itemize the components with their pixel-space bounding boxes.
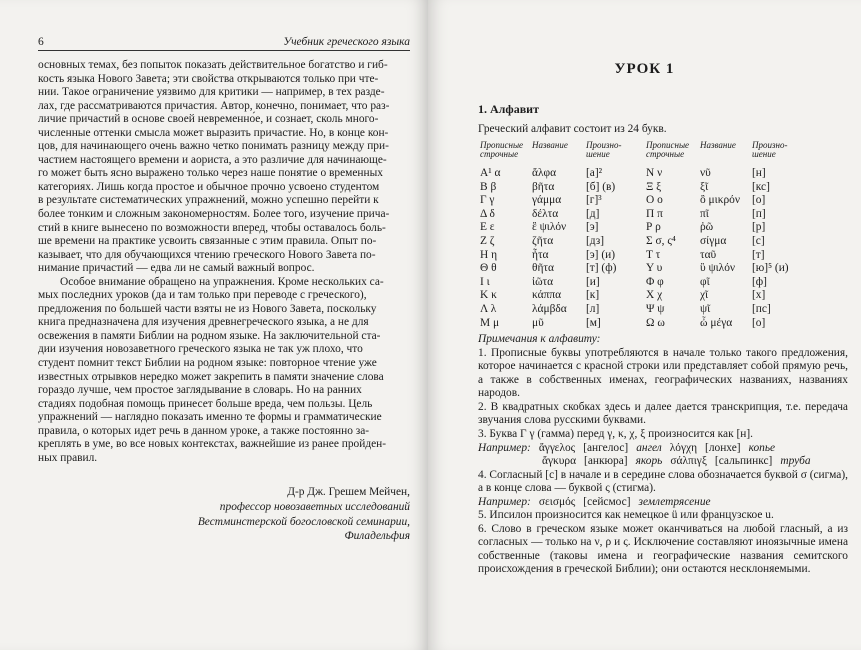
letter-name: ζῆτα: [532, 234, 554, 247]
alphabet-row: [480, 235, 806, 249]
text-line: известных отрывков нередко может закрепить в памяти значение слова: [38, 370, 384, 383]
text-line: стадиях подобная помощь принесет больше вреда, чем пользы. Цель: [38, 397, 373, 410]
example-word: ἄγγελος: [538, 441, 576, 454]
letter-case: Γ γ: [480, 194, 495, 207]
text-line: категориях. Лишь когда простое и обычное прочно усвоено студентом: [38, 180, 380, 193]
letter-case: Ψ ψ: [646, 302, 665, 315]
text-line: казывает, что для обучающихся чтению греческого Нового Завета по-: [38, 248, 376, 261]
letter-name: φῖ: [700, 275, 710, 288]
letter-pronunciation: [т] (ф): [586, 262, 617, 275]
text-line: частием настоящего времени и аориста, а это различие для начинающе-: [38, 153, 387, 166]
note-3: 3. Буква Γ γ (гамма) перед γ, κ, χ, ξ произносится как [н].: [478, 427, 754, 440]
paragraph-1: [38, 59, 410, 276]
note-5: 5. Ипсилон произносится как немецкое ü или французское u.: [478, 509, 774, 522]
letter-case: Α¹ α: [480, 167, 501, 179]
notes-heading: Примечания к алфавиту:: [478, 333, 601, 346]
right-page: [428, 0, 861, 650]
header-case-2: Прописные строчные: [646, 140, 690, 159]
letter-name: ἄλφα: [532, 167, 557, 179]
example-translation: труба: [780, 455, 811, 468]
letter-pronunciation: [о]: [752, 194, 766, 207]
example-word: ἄγκυρα: [542, 455, 577, 468]
letter-case: Ι ι: [480, 275, 490, 288]
letter-case: Λ λ: [480, 302, 497, 315]
letter-name: νῦ: [700, 167, 711, 179]
letter-pronunciation: [пс]: [752, 302, 771, 315]
alphabet-row: [480, 208, 806, 222]
note-6: 6. Слово в греческом языке может оканчиваться на любой гласный, а из согласных — только на ν, ρ и ς. Исключение составляют иноязычные имена собственные (таковы имена и географические названия семитского происхождения в греческой Библии); они остаются несклоняемыми.: [478, 522, 848, 576]
text-line: нии. Такое ограничение уязвимо для критики — например, в тех разде-: [38, 86, 385, 99]
header-pronunciation-2: Произно- шение: [752, 140, 788, 159]
letter-pronunciation: [г]³: [586, 194, 602, 207]
letter-name: ἰῶτα: [532, 275, 554, 288]
signature-name: Д-р Дж. Грешем Мейчен,: [287, 486, 410, 499]
text-line: ше времени на практике усвоить связанные с этим правила. Опыт по-: [38, 235, 377, 248]
text-line: студент помнит текст Библии на родном языке: повторное чтение уже: [38, 357, 377, 370]
text-line: го может быть ясно выражено только через наше понятие о временных: [38, 167, 383, 180]
example-transcription: [лонхе]: [705, 441, 741, 454]
signature: [38, 485, 410, 543]
letter-case: Π π: [646, 207, 663, 220]
letter-case: Τ τ: [646, 248, 661, 261]
letter-case: Χ χ: [646, 289, 663, 302]
letter-pronunciation: [р]: [752, 221, 766, 234]
section-title: 1. Алфавит: [478, 102, 539, 116]
letter-case: Υ υ: [646, 262, 663, 275]
letter-name: ὂ μικρόν: [700, 194, 740, 207]
letter-pronunciation: [д]: [586, 207, 600, 220]
letter-name: θῆτα: [532, 262, 554, 275]
text-line: в результате систематических упражнений, можно успешно перейти к: [38, 194, 379, 207]
alphabet-row: [480, 289, 806, 303]
text-line: личие причастий в основе своей невременно́е, и сознает, сколь много-: [38, 113, 379, 126]
header-pronunciation: Произно- шение: [586, 140, 622, 159]
letter-case: Θ θ: [480, 262, 497, 275]
letter-case: Ξ ξ: [646, 180, 662, 193]
note-4: 4. Согласный [с] в начале и в середине слова обозначается буквой σ (сигма), а в конце слова — буквой ς (стигма).: [478, 468, 848, 495]
signature-line-3: Филадельфия: [344, 530, 410, 543]
text-line: упражнений — наглядно показать именно те формы и грамматические: [38, 411, 382, 424]
letter-pronunciation: [п]: [752, 207, 766, 220]
alphabet-row: [480, 249, 806, 263]
letter-case: Ρ ρ: [646, 221, 661, 234]
letter-case: Ζ ζ: [480, 234, 495, 247]
letter-pronunciation: [кс]: [752, 180, 770, 193]
running-title: Учебник греческого языка: [283, 36, 410, 48]
signature-line-1: профессор новозаветных исследований: [219, 501, 410, 513]
letter-name: ξῖ: [700, 180, 709, 193]
alphabet-table-header: [480, 141, 806, 167]
letter-name: ῥῶ: [700, 221, 714, 234]
text-line: креплять в уме, во все новых контекстах, важнейшие из ранее пройден-: [38, 438, 387, 451]
letter-name: ὓ ψιλόν: [700, 262, 736, 275]
left-page: [0, 0, 428, 650]
letter-case: Μ μ: [480, 316, 500, 329]
text-line: мых последних уроков (да и там только при переводе с греческого),: [38, 289, 367, 302]
letter-pronunciation: [э]: [586, 221, 599, 234]
alphabet-table: [480, 141, 806, 330]
text-line: нимание причастий — едва ли не самый важный вопрос.: [38, 262, 315, 275]
letter-pronunciation: [н]: [752, 167, 766, 179]
letter-name: δέλτα: [532, 207, 559, 220]
letter-name: πῖ: [700, 207, 709, 220]
header-name-2: Название: [700, 140, 736, 150]
letter-name: βῆτα: [532, 180, 555, 193]
letter-pronunciation: [м]: [586, 316, 601, 329]
letter-pronunciation: [о]: [752, 316, 766, 329]
text-line: Особое внимание обращено на упражнения. Кроме нескольких са-: [60, 275, 384, 288]
text-line: освежения в памяти Библии на родном языке. На заключительной ста-: [38, 329, 381, 342]
example-translation: ангел: [636, 441, 662, 454]
example-label: Например:: [478, 441, 531, 454]
alphabet-row: [480, 181, 806, 195]
letter-pronunciation: [ф]: [752, 275, 767, 288]
header-case: Прописные строчные: [480, 140, 524, 159]
letter-name: ἒ ψιλόν: [532, 221, 567, 234]
alphabet-row: [480, 303, 806, 317]
letter-pronunciation: [ю]⁵ (и): [752, 262, 789, 275]
example-transcription: [сальпинкс]: [714, 455, 773, 468]
example-translation: землетрясение: [638, 495, 711, 508]
text-line: правила, о которых идет речь в данном уроке, а также постоянно за-: [38, 424, 370, 437]
letter-case: Φ φ: [646, 275, 664, 288]
signature-line-2: Вестминстерской богословской семинарии,: [197, 515, 410, 528]
letter-pronunciation: [дз]: [586, 234, 605, 247]
letter-case: Β β: [480, 180, 497, 193]
example-word: λόγχη: [669, 441, 698, 454]
letter-name: ὦ μέγα: [700, 316, 733, 329]
header-name: Название: [532, 140, 568, 150]
running-head: [38, 36, 410, 51]
letter-pronunciation: [а]²: [586, 167, 603, 179]
letter-pronunciation: [х]: [752, 289, 766, 302]
note-2: 2. В квадратных скобках здесь и далее дается транскрипция, т.е. передача звучания слова русскими буквами.: [478, 400, 848, 427]
example-word: σεισμός: [538, 495, 576, 508]
letter-case: Κ κ: [480, 289, 497, 302]
letter-name: λάμβδα: [532, 302, 567, 315]
text-line: стий в книге вынесено по возможности вперед, чтобы оставалось боль-: [38, 221, 386, 234]
letter-name: κάππα: [532, 289, 562, 302]
letter-case: Σ σ, ς⁴: [646, 234, 676, 247]
letter-pronunciation: [и]: [586, 275, 600, 288]
alphabet-notes: [478, 333, 848, 577]
letter-case: Η η: [480, 248, 498, 261]
text-line: более тонким и сложным закономерностям. Более того, изучение прича-: [38, 208, 390, 221]
text-line: основных темах, без попыток показать действительное богатство и гиб-: [38, 59, 388, 71]
alphabet-row: [480, 221, 806, 235]
example-row-2: [478, 455, 848, 469]
example-row-3: [478, 496, 848, 510]
letter-case: Ε ε: [480, 221, 495, 234]
example-row-1: [478, 442, 848, 456]
example-translation: якорь: [635, 455, 663, 468]
letter-case: Ν ν: [646, 167, 663, 179]
text-line: дии изучения новозаветного греческого языка не так уж плохо, что: [38, 343, 363, 356]
example-translation: копье: [748, 441, 776, 454]
letter-pronunciation: [л]: [586, 302, 600, 315]
letter-pronunciation: [к]: [586, 289, 600, 302]
text-line: предложения по большей части взяты не из Нового Завета, поскольку: [38, 302, 377, 315]
letter-case: Ο ο: [646, 194, 663, 207]
text-line: гораздо лучше, чем простое заглядывание в словарь. Но на ранних: [38, 384, 362, 397]
letter-name: γάμμα: [532, 194, 562, 207]
letter-case: Δ δ: [480, 207, 495, 220]
text-line: численные оттенки смысла может выразить причастие. Но, в конце кон-: [38, 126, 389, 139]
alphabet-row: [480, 262, 806, 276]
example-transcription: [сейсмос]: [583, 495, 631, 508]
letter-name: ταῦ: [700, 248, 717, 261]
intro-text: Греческий алфавит состоит из 24 букв.: [478, 123, 667, 135]
letter-name: χῖ: [700, 289, 709, 302]
letter-pronunciation: [б] (в): [586, 180, 616, 193]
alphabet-table-body: [480, 167, 806, 330]
alphabet-row: [480, 276, 806, 290]
letter-name: ἦτα: [532, 248, 549, 261]
example-transcription: [анкюра]: [584, 455, 628, 468]
note-1: 1. Прописные буквы употребляются в начале только такого предложения, которое начинается с красной строки или представляет собой прямую речь, а также в собственных именах, географических названиях, названиях народов.: [478, 346, 848, 400]
text-line: кость языка Нового Завета; эти свойства открываются только при чте-: [38, 72, 379, 85]
example-label: Например:: [478, 495, 531, 508]
text-line: ных правил.: [38, 451, 98, 464]
letter-pronunciation: [э] (и): [586, 248, 616, 261]
paragraph-2: [38, 276, 410, 466]
example-transcription: [ангелос]: [583, 441, 629, 454]
letter-name: ψῖ: [700, 302, 711, 315]
letter-pronunciation: [т]: [752, 248, 765, 261]
letter-pronunciation: [с]: [752, 234, 765, 247]
letter-name: σίγμα: [700, 234, 727, 247]
text-line: цов, для начинающего очень важно четко понимать разницу между при-: [38, 140, 389, 153]
example-word: σάλπιγξ: [670, 455, 707, 468]
alphabet-row: [480, 317, 806, 331]
letter-name: μῦ: [532, 316, 544, 329]
alphabet-row: [480, 194, 806, 208]
lesson-title: УРОК 1: [614, 61, 675, 77]
text-line: книга предназначена для изучения древнегреческого языка, а не для: [38, 316, 369, 329]
text-line: лах, где рассматриваются причастия. Автор, конечно, понимает, что раз-: [38, 99, 390, 112]
preface-text: [38, 59, 410, 465]
alphabet-row: [480, 167, 806, 181]
letter-case: Ω ω: [646, 316, 665, 329]
page-number: 6: [38, 36, 44, 48]
